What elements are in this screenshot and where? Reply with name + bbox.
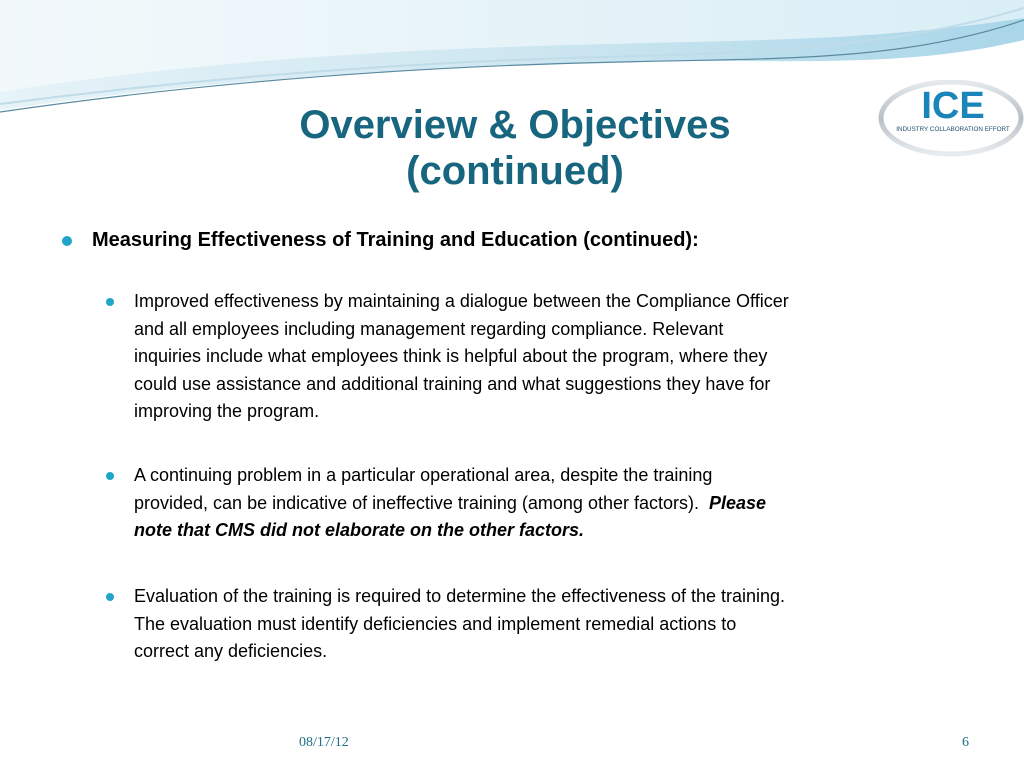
sub-bullet-1-line: Improved effectiveness by maintaining a dialogue between the Compliance Officer xyxy=(134,291,789,311)
sub-bullet-3-line: correct any deficiencies. xyxy=(134,641,328,661)
sub-bullet-2-line xyxy=(134,490,974,518)
title-line-1: Overview & Objectives xyxy=(299,103,731,147)
emphasis-note: note that CMS did not elaborate on the other factors. xyxy=(134,520,585,540)
sub-bullet-2-line-text: provided, can be indicative of ineffective training (among other factors). xyxy=(134,492,699,513)
logo-tagline: INDUSTRY COLLABORATION EFFORT xyxy=(896,126,1010,133)
sub-bullet-1-line: improving the program. xyxy=(134,401,320,421)
bullet-dot-icon xyxy=(62,236,72,246)
footer-date: 08/17/12 xyxy=(299,735,349,750)
page-number: 6 xyxy=(962,735,969,750)
title-line-2: (continued) xyxy=(406,149,624,193)
sub-bullet-3-line: Evaluation of the training is required to determine the effectiveness of the training. xyxy=(134,586,786,606)
sub-bullet-1-line: and all employees including management regarding compliance. Relevant xyxy=(134,318,724,339)
sub-bullet-3-text xyxy=(134,583,974,666)
sub-bullet-1-line: inquiries include what employees think is helpful about the program, where they xyxy=(134,346,768,366)
sub-bullet-1-line: could use assistance and additional training and what suggestions they have for xyxy=(134,373,771,394)
ice-logo xyxy=(878,80,1024,158)
emphasis-please: Please xyxy=(709,492,767,513)
main-bullet-text: Measuring Effectiveness of Training and Education (continued): xyxy=(92,229,699,251)
bullet-dot-icon xyxy=(106,472,114,480)
logo-text: ICE xyxy=(921,85,985,127)
bullet-dot-icon xyxy=(106,298,114,306)
sub-bullet-1-text xyxy=(134,288,974,426)
bullet-dot-icon xyxy=(106,593,114,601)
sub-bullet-2-text xyxy=(134,462,974,545)
sub-bullet-2-line: A continuing problem in a particular operational area, despite the training xyxy=(134,465,713,485)
page-title xyxy=(170,102,860,194)
sub-bullet-3-line: The evaluation must identify deficiencies and implement remedial actions to xyxy=(134,613,737,634)
